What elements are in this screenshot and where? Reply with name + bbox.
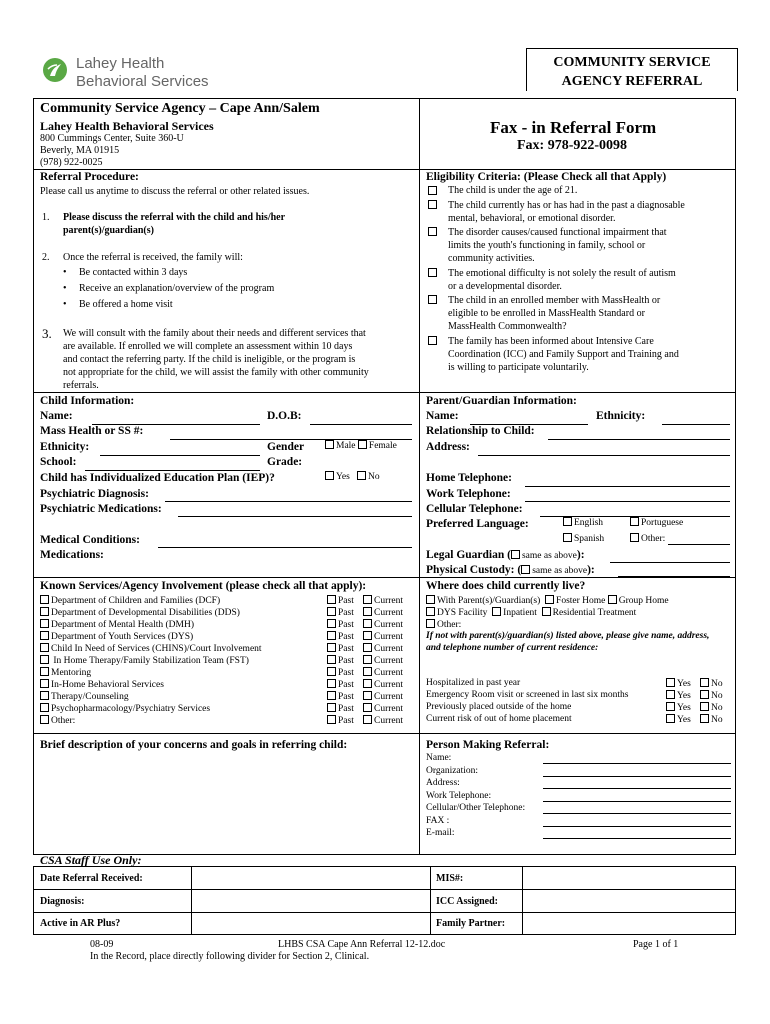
checkbox-portuguese[interactable] [630, 517, 639, 526]
staff-diagnosis-label: Diagnosis: [40, 896, 85, 907]
procedure-heading: Referral Procedure: [40, 171, 139, 183]
checkbox-iep-yes[interactable] [325, 471, 334, 480]
parent-ethnicity-label: Ethnicity: [596, 410, 646, 422]
checkbox[interactable] [428, 336, 437, 345]
custody-label: Physical Custody: ( same as above): [426, 564, 595, 576]
checkbox[interactable] [428, 200, 437, 209]
checkbox-service[interactable] [40, 619, 49, 628]
step-number-2: 2. [42, 252, 50, 263]
checkbox-group-home[interactable] [608, 595, 617, 604]
checkbox-yes[interactable] [666, 714, 675, 723]
checkbox-past[interactable] [327, 703, 336, 712]
work-phone-field[interactable] [525, 501, 730, 502]
checkbox-inpatient[interactable] [492, 607, 501, 616]
child-name-label: Name: [40, 410, 73, 422]
lang-english: English [563, 517, 603, 528]
checkbox-current[interactable] [363, 607, 372, 616]
other-language-field[interactable] [668, 544, 730, 545]
referrer-field: Address: [426, 778, 731, 791]
logo-line2: Behavioral Services [76, 73, 209, 90]
referrer-input-line[interactable] [543, 763, 731, 764]
checkbox-past[interactable] [327, 655, 336, 664]
live-note2: and telephone number of current residence: [426, 643, 599, 653]
referrer-input-line[interactable] [543, 813, 731, 814]
title-line1: COMMUNITY SERVICE [553, 55, 711, 70]
checkbox[interactable] [428, 268, 437, 277]
psych-dx-field[interactable] [165, 501, 412, 502]
referrer-field: E-mail: [426, 828, 731, 841]
medical-label: Medical Conditions: [40, 534, 140, 546]
checkbox-foster-home[interactable] [545, 595, 554, 604]
checkbox-residential[interactable] [542, 607, 551, 616]
referrer-heading: Person Making Referral: [426, 739, 550, 751]
live-row1: With Parent(s)/Guardian(s) Foster Home Group Home [426, 595, 669, 606]
referrer-fields [426, 753, 731, 841]
psych-dx-label: Psychiatric Diagnosis: [40, 488, 149, 500]
live-row2: DYS Facility Inpatient Residential Treatment [426, 607, 636, 618]
referrer-field: Name: [426, 753, 731, 766]
risk-question-row: Previously placed outside of the home Yes No [426, 702, 723, 713]
checkbox-past[interactable] [327, 643, 336, 652]
eligibility-item: The child currently has or has had in the past a diagnosable mental, behavioral, or emotional disorder. [426, 199, 736, 225]
risk-questions [426, 678, 731, 726]
checkbox-service[interactable] [40, 667, 49, 676]
iep-options: Yes No [325, 471, 380, 482]
checkbox-current[interactable] [363, 619, 372, 628]
child-ethnicity-field[interactable] [100, 455, 260, 456]
medical-field[interactable] [158, 547, 412, 548]
agency-org: Lahey Health Behavioral Services [40, 119, 214, 133]
footer-code: 08-09 [90, 939, 114, 950]
step3-line: referrals. [63, 380, 99, 391]
step3-line: We will consult with the family about their needs and different services that [63, 328, 366, 339]
checkbox-current[interactable] [363, 703, 372, 712]
agency-addr1: 800 Cummings Center, Suite 360-U [40, 133, 184, 144]
service-row: Psychopharmacology/Psychiatry Services Past Current [40, 703, 412, 715]
checkbox-male[interactable] [325, 440, 334, 449]
checkbox-no[interactable] [700, 702, 709, 711]
checkbox-live-other[interactable] [426, 619, 435, 628]
staff-icc-label: ICC Assigned: [436, 896, 498, 907]
eligibility-list [426, 185, 736, 375]
checkbox-current[interactable] [363, 643, 372, 652]
procedure-intro: Please call us anytime to discuss the referral or other related issues. [40, 186, 310, 197]
legal-guardian-field[interactable] [610, 562, 730, 563]
checkbox-service[interactable] [40, 679, 49, 688]
title-box [526, 48, 738, 91]
child-dob-field[interactable] [310, 424, 412, 425]
services-heading: Known Services/Agency Involvement (please check all that apply): [40, 580, 367, 592]
concerns-label: Brief description of your concerns and goals in referring child: [40, 739, 348, 751]
checkbox-past[interactable] [327, 679, 336, 688]
school-field[interactable] [85, 470, 260, 471]
checkbox[interactable] [428, 186, 437, 195]
checkbox-no[interactable] [700, 714, 709, 723]
footer-doc: LHBS CSA Cape Ann Referral 12-12.doc [278, 939, 446, 950]
referrer-input-line[interactable] [543, 838, 731, 839]
service-row: Therapy/Counseling Past Current [40, 691, 412, 703]
logo-line1: Lahey Health [76, 55, 165, 72]
step3-line: not appropriate for the child, we will assist the family with other community [63, 367, 369, 378]
checkbox-service[interactable] [40, 715, 49, 724]
service-row: Department of Children and Families (DCF) Past Current [40, 595, 412, 607]
checkbox-service[interactable] [40, 595, 49, 604]
checkbox-past[interactable] [327, 607, 336, 616]
checkbox-legal-same[interactable] [511, 550, 520, 559]
referrer-input-line[interactable] [543, 788, 731, 789]
service-row: Department of Mental Health (DMH) Past Current [40, 619, 412, 631]
checkbox[interactable] [428, 295, 437, 304]
referrer-field: Cellular/Other Telephone: [426, 803, 731, 816]
service-row: Department of Youth Services (DYS) Past Current [40, 631, 412, 643]
checkbox-current[interactable] [363, 595, 372, 604]
step3-line: and contact the referring party. If the child is ineligible, or the program is [63, 354, 356, 365]
checkbox-spanish[interactable] [563, 533, 572, 542]
relationship-field[interactable] [548, 439, 730, 440]
checkbox-past[interactable] [327, 715, 336, 724]
gender-options: Male Female [325, 440, 397, 451]
referrer-field: FAX : [426, 816, 731, 829]
checkbox-service[interactable] [40, 691, 49, 700]
checkbox-yes[interactable] [666, 702, 675, 711]
home-phone-label: Home Telephone: [426, 472, 512, 484]
checkbox-service[interactable] [40, 607, 49, 616]
lang-other: Other: [630, 533, 665, 544]
live-heading: Where does child currently live? [426, 580, 586, 592]
checkbox[interactable] [428, 227, 437, 236]
checkbox-no[interactable] [700, 678, 709, 687]
child-dob-label: D.O.B: [267, 410, 302, 422]
psych-meds-field[interactable] [178, 516, 412, 517]
title-line2: AGENCY REFERRAL [561, 74, 703, 89]
agency-addr2: Beverly, MA 01915 [40, 145, 120, 156]
bullet-item: • Be offered a home visit [63, 299, 173, 310]
checkbox-current[interactable] [363, 691, 372, 700]
risk-question-row: Current risk of out of home placement Yes No [426, 714, 723, 725]
cell-phone-label: Cellular Telephone: [426, 503, 523, 515]
eligibility-item: The family has been informed about Intensive Care Coordination (ICC) and Family Support and Training and is willing to participate voluntarily. [426, 335, 736, 375]
service-row: Other: Past Current [40, 715, 412, 727]
referrer-input-line[interactable] [543, 826, 731, 827]
referrer-input-line[interactable] [543, 776, 731, 777]
checkbox-yes[interactable] [666, 690, 675, 699]
checkbox-past[interactable] [327, 691, 336, 700]
gender-label: Gender [267, 441, 305, 453]
child-heading: Child Information: [40, 395, 135, 407]
checkbox-with-parents[interactable] [426, 595, 435, 604]
checkbox-past[interactable] [327, 631, 336, 640]
eligibility-item: The child is under the age of 21. [426, 185, 736, 198]
checkbox-english[interactable] [563, 517, 572, 526]
mass-health-label: Mass Health or SS #: [40, 425, 144, 437]
referrer-field: Organization: [426, 766, 731, 779]
language-label: Preferred Language: [426, 518, 529, 530]
referrer-field: Work Telephone: [426, 791, 731, 804]
checkbox-service[interactable] [40, 631, 49, 640]
school-label: School: [40, 456, 77, 468]
checkbox-custody-same[interactable] [521, 565, 530, 574]
checkbox-past[interactable] [327, 667, 336, 676]
parent-name-label: Name: [426, 410, 459, 422]
eligibility-item: The emotional difficulty is not solely the result of autism or a developmental disorder. [426, 267, 736, 293]
logo-icon [42, 57, 68, 83]
service-row: Child In Need of Services (CHINS)/Court Involvement Past Current [40, 643, 412, 655]
grade-label: Grade: [267, 456, 303, 468]
service-row: Mentoring Past Current [40, 667, 412, 679]
custody-field[interactable] [618, 576, 730, 577]
step1-line1: Please discuss the referral with the child and his/her [63, 212, 286, 223]
checkbox-yes[interactable] [666, 678, 675, 687]
checkbox-service[interactable] [40, 643, 49, 652]
staff-ar-label: Active in AR Plus? [40, 918, 121, 929]
meds-label: Medications: [40, 549, 104, 561]
step2-text: Once the referral is received, the family will: [63, 252, 243, 263]
checkbox-current[interactable] [363, 679, 372, 688]
service-row: Department of Developmental Disabilities (DDS) Past Current [40, 607, 412, 619]
step-number-1: 1. [42, 212, 50, 223]
referrer-input-line[interactable] [543, 801, 731, 802]
staff-mis-label: MIS#: [436, 873, 464, 884]
lang-portuguese: Portuguese [630, 517, 683, 528]
bullet-item: • Receive an explanation/overview of the program [63, 283, 275, 294]
checkbox-current[interactable] [363, 631, 372, 640]
parent-ethnicity-field[interactable] [662, 424, 730, 425]
psych-meds-label: Psychiatric Medications: [40, 503, 162, 515]
checkbox-dys[interactable] [426, 607, 435, 616]
legal-guardian-label: Legal Guardian ( same as above): [426, 549, 585, 561]
eligibility-item: The disorder causes/caused functional impairment that limits the youth's functioning in family, school or community activities. [426, 226, 736, 266]
checkbox-current[interactable] [363, 655, 372, 664]
staff-date-label: Date Referral Received: [40, 873, 143, 884]
checkbox-iep-no[interactable] [357, 471, 366, 480]
agency-phone: (978) 922-0025 [40, 157, 103, 168]
step-number-3: 3. [42, 326, 52, 341]
risk-question-row: Hospitalized in past year Yes No [426, 678, 723, 689]
checkbox-past[interactable] [327, 619, 336, 628]
bullet-item: • Be contacted within 3 days [63, 267, 188, 278]
relationship-label: Relationship to Child: [426, 425, 535, 437]
risk-question-row: Emergency Room visit or screened in last six months Yes No [426, 690, 723, 701]
step1-line2: parent(s)/guardian(s) [63, 225, 154, 236]
eligibility-item: The child in an enrolled member with MassHealth or eligible to be enrolled in MassHealth Standard or MassHealth Commonwealth? [426, 294, 736, 334]
logo [42, 54, 232, 94]
checkbox-other-language[interactable] [630, 533, 639, 542]
services-list [40, 595, 412, 727]
checkbox-current[interactable] [363, 715, 372, 724]
checkbox-service[interactable] [40, 655, 49, 664]
staff-partner-label: Family Partner: [436, 918, 506, 929]
footer-note: In the Record, place directly following divider for Section 2, Clinical. [90, 951, 370, 962]
parent-address-field[interactable] [478, 455, 730, 456]
agency-title: Community Service Agency – Cape Ann/Salem [40, 101, 320, 116]
checkbox-past[interactable] [327, 595, 336, 604]
eligibility-heading: Eligibility Criteria: (Please Check all that Apply) [426, 171, 667, 183]
staff-heading: CSA Staff Use Only: [40, 853, 142, 867]
lang-spanish: Spanish [563, 533, 604, 544]
step3-line: are available. If enrolled we will complete an assessment within 10 days [63, 341, 353, 352]
iep-label: Child has Individualized Education Plan (IEP)? [40, 472, 275, 484]
parent-heading: Parent/Guardian Information: [426, 395, 577, 407]
checkbox-service[interactable] [40, 703, 49, 712]
fax-number: Fax: 978-922-0098 [517, 138, 628, 153]
checkbox-female[interactable] [358, 440, 367, 449]
footer-page: Page 1 of 1 [633, 939, 679, 950]
live-row3: Other: [426, 619, 461, 630]
home-phone-field[interactable] [525, 486, 730, 487]
fax-title: Fax - in Referral Form [490, 118, 657, 137]
work-phone-label: Work Telephone: [426, 488, 511, 500]
service-row: In-Home Behavioral Services Past Current [40, 679, 412, 691]
parent-address-label: Address: [426, 441, 470, 453]
child-ethnicity-label: Ethnicity: [40, 441, 90, 453]
checkbox-current[interactable] [363, 667, 372, 676]
live-note1: If not with parent(s)/guardian(s) listed above, please give name, address, [426, 631, 710, 641]
checkbox-no[interactable] [700, 690, 709, 699]
service-row: In Home Therapy/Family Stabilization Team (FST) Past Current [40, 655, 412, 667]
